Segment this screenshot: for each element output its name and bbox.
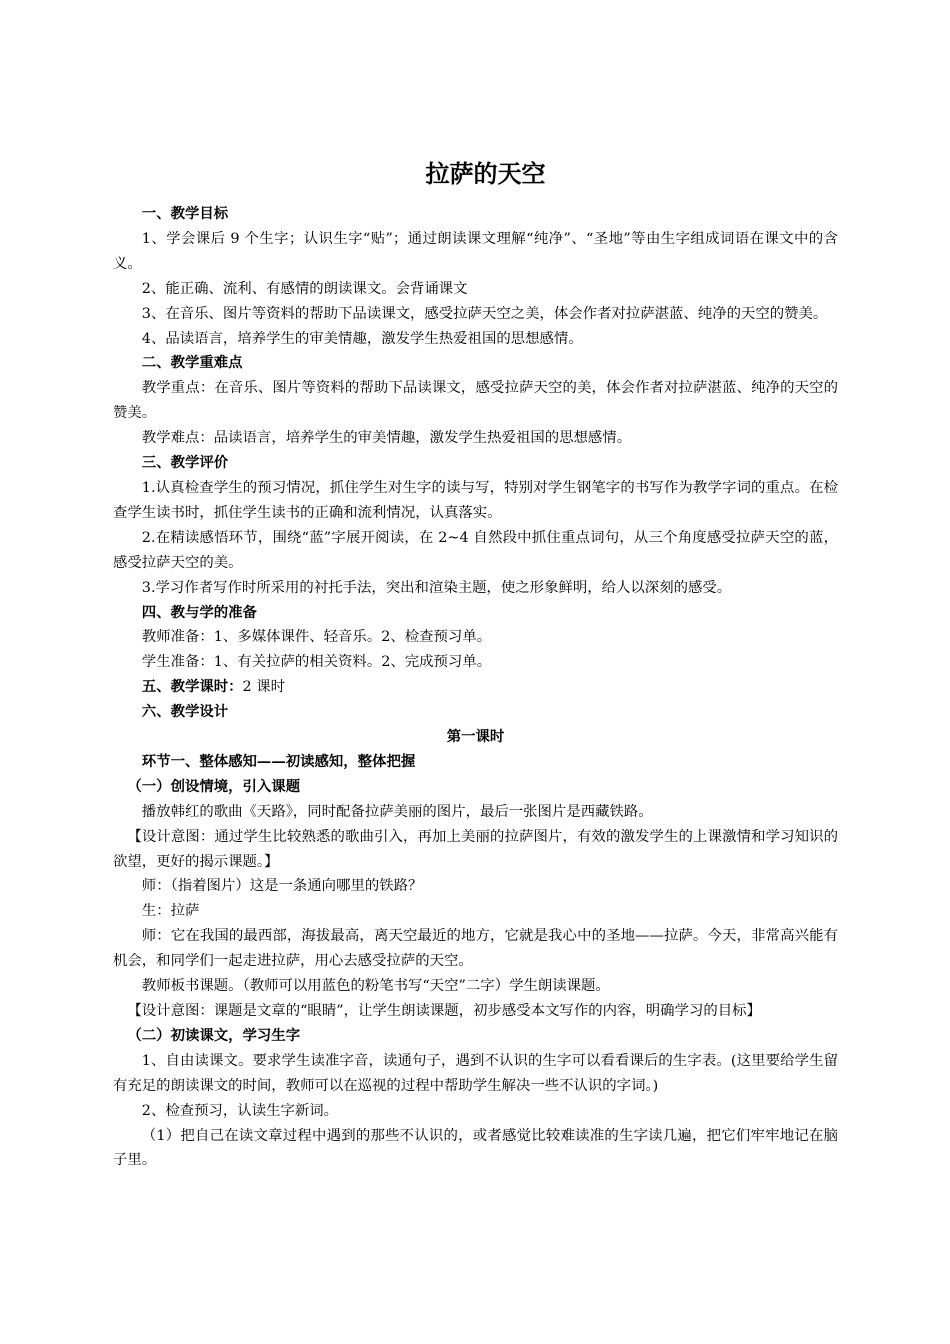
evaluation-item: 3.学习作者写作时所采用的衬托手法，突出和渲染主题，使之形象鲜明，给人以深刻的感受。 — [141, 579, 732, 596]
class-hours-value: 2 课时 — [242, 679, 286, 696]
objective-item: 2、能正确、流利、有感情的朗读课文。会背诵课文 — [141, 280, 468, 297]
lesson-paragraph: （1）把自己在读文章过程中遇到的那些不认识的，或者感觉比较难读准的生字读几遍，把它们牢牢地记在脑子里。 — [113, 1127, 838, 1169]
dialogue-line: 师：（指着图片）这是一条通向哪里的铁路？ — [141, 878, 423, 895]
evaluation-item: 1.认真检查学生的预习情况，抓住学生对生字的读与写，特别对学生钢笔字的书写作为教学字词的重点。在检查学生读书时，抓住学生读书的正确和流利情况，认真落实。 — [113, 479, 838, 521]
section-heading-preparation: 四、教与学的准备 — [141, 603, 257, 621]
design-intent-note: 【设计意图：通过学生比较熟悉的歌曲引入，再加上美丽的拉萨图片，有效的激发学生的上课激情和学习知识的欲望，更好的揭示课题。】 — [113, 828, 838, 870]
stage-heading: 环节一、整体感知——初读感知，整体把握 — [141, 752, 416, 770]
sub-heading: （二）初读课文，学习生字 — [127, 1026, 301, 1044]
lesson-paragraph: 2、检查预习，认读生字新词。 — [141, 1102, 339, 1119]
key-point-item: 教学难点：品读语言，培养学生的审美情趣，激发学生热爱祖国的思想感情。 — [141, 430, 632, 447]
evaluation-item: 2.在精读感悟环节，围绕“蓝”字展开阅读，在 2~4 自然段中抓住重点词句，从三个角度感受拉萨天空的蓝，感受拉萨天空的美。 — [113, 529, 838, 571]
section-heading-design: 六、教学设计 — [141, 703, 229, 721]
section-class-hours — [113, 675, 838, 700]
dialogue-line: 生：拉萨 — [141, 903, 200, 920]
lesson-paragraph: 播放韩红的歌曲《天路》，同时配备拉萨美丽的图片，最后一张图片是西藏铁路。 — [141, 803, 653, 820]
objective-item: 4、品读语言，培养学生的审美情趣，激发学生热爱祖国的思想感情。 — [141, 330, 583, 347]
objective-item: 3、在音乐、图片等资料的帮助下品读课文，感受拉萨天空之美，体会作者对拉萨湛蓝、纯净的天空的赞美。 — [141, 305, 828, 322]
document-title: 拉萨的天空 — [425, 159, 546, 188]
section-heading-objectives: 一、教学目标 — [141, 205, 229, 222]
section-heading-class-hours: 五、教学课时： — [141, 678, 243, 696]
section-heading-key-points: 二、教学重难点 — [141, 354, 243, 372]
design-intent-note: 【设计意图：课题是文章的“眼睛”，让学生朗读课题，初步感受本文写作的内容，明确学习的目标】 — [127, 1003, 761, 1019]
sub-heading: （一）创设情境，引入课题 — [127, 777, 301, 795]
preparation-item: 教师准备：1、多媒体课件、轻音乐。2、检查预习单。 — [141, 629, 492, 646]
preparation-item: 学生准备：1、有关拉萨的相关资料。2、完成预习单。 — [141, 654, 492, 671]
section-heading-evaluation: 三、教学评价 — [141, 454, 229, 472]
lesson-title: 第一课时 — [446, 728, 505, 746]
dialogue-line: 师：它在我国的最西部，海拔最高，离天空最近的地方，它就是我心中的圣地——拉萨。今天，非常高兴能有机会，和同学们一起走进拉萨，用心去感受拉萨的天空。 — [113, 928, 838, 970]
lesson-paragraph: 1、自由读课文。要求学生读准字音，读通句子，遇到不认识的生字可以看看课后的生字表。(这里要给学生留有充足的朗读课文的时间，教师可以在巡视的过程中帮助学生解决一些不认识的字词。) — [113, 1052, 838, 1094]
objective-item: 1、学会课后 9 个生字；认识生字“贴”；通过朗读课文理解“纯净”、“圣地”等由生字组成词语在课文中的含义。 — [113, 230, 838, 272]
lesson-paragraph: 教师板书课题。（教师可以用蓝色的粉笔书写“天空”二字）学生朗读课题。 — [141, 978, 610, 995]
key-point-item: 教学重点：在音乐、图片等资料的帮助下品读课文，感受拉萨天空的美，体会作者对拉萨湛蓝、纯净的天空的赞美。 — [113, 380, 838, 422]
